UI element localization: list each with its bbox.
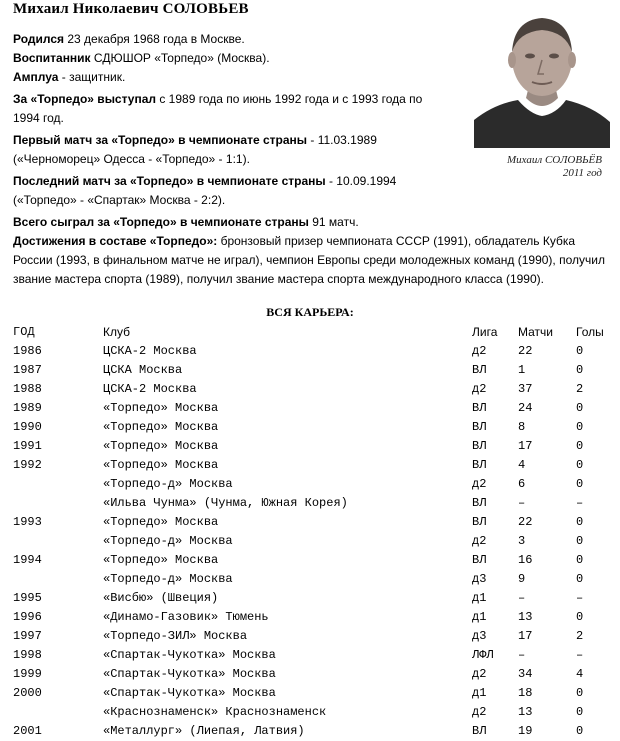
cell-league: ВЛ <box>472 724 487 738</box>
born-label: Родился <box>13 32 65 46</box>
cell-league: д2 <box>472 534 487 548</box>
cell-league: ВЛ <box>472 458 487 472</box>
played-label: За «Торпедо» выступал <box>13 92 157 106</box>
table-row <box>0 361 620 380</box>
header-club: Клуб <box>103 325 130 339</box>
cell-year: 1998 <box>13 648 42 662</box>
player-portrait-image <box>474 2 610 148</box>
cell-matches: 22 <box>518 515 533 529</box>
table-row <box>0 608 620 627</box>
table-row <box>0 627 620 646</box>
first-match-line <box>13 131 468 169</box>
cell-year: 1989 <box>13 401 42 415</box>
table-row <box>0 646 620 665</box>
player-photo <box>474 2 610 148</box>
cell-goals: 0 <box>576 458 584 472</box>
role-value: - защитник. <box>58 70 126 84</box>
table-row <box>0 570 620 589</box>
cell-league: ВЛ <box>472 401 487 415</box>
cell-goals: 0 <box>576 363 584 377</box>
cell-matches: – <box>518 496 526 510</box>
caption-year: 2011 год <box>562 167 602 179</box>
cell-league: д1 <box>472 610 487 624</box>
cell-matches: 16 <box>518 553 533 567</box>
role-label: Амплуа <box>13 70 59 84</box>
cell-club: ЦСКА Москва <box>103 363 183 377</box>
cell-league: ЛФЛ <box>472 648 494 662</box>
cell-league: ВЛ <box>472 363 487 377</box>
cell-year: 1993 <box>13 515 42 529</box>
cell-year: 2000 <box>13 686 42 700</box>
born-line <box>13 30 468 49</box>
cell-league: д2 <box>472 344 487 358</box>
cell-matches: – <box>518 648 526 662</box>
table-row <box>0 589 620 608</box>
last-match-detail: («Торпедо» - «Спартак» Москва - 2:2). <box>13 193 226 207</box>
cell-matches: 17 <box>518 439 533 453</box>
achievements-label: Достижения в составе «Торпедо»: <box>13 234 218 248</box>
cell-goals: 0 <box>576 705 584 719</box>
cell-year: 2001 <box>13 724 42 738</box>
table-row <box>0 380 620 399</box>
achievements <box>13 232 611 289</box>
cell-club: «Динамо-Газовик» Тюмень <box>103 610 269 624</box>
table-row <box>0 532 620 551</box>
table-row <box>0 456 620 475</box>
cell-matches: 19 <box>518 724 533 738</box>
cell-league: ВЛ <box>472 420 487 434</box>
cell-goals: 0 <box>576 401 584 415</box>
cell-matches: 1 <box>518 363 526 377</box>
career-table <box>0 323 620 741</box>
cell-year: 1988 <box>13 382 42 396</box>
cell-goals: – <box>576 648 584 662</box>
cell-club: «Торпедо-д» Москва <box>103 477 233 491</box>
cell-matches: 9 <box>518 572 526 586</box>
table-row <box>0 722 620 741</box>
table-row <box>0 437 620 456</box>
cell-club: «Краснознаменск» Краснознаменск <box>103 705 327 719</box>
cell-goals: 0 <box>576 724 584 738</box>
cell-year: 1991 <box>13 439 42 453</box>
pupil-value: СДЮШОР «Торпедо» (Москва). <box>90 51 270 65</box>
cell-league: д3 <box>472 629 487 643</box>
cell-matches: 24 <box>518 401 533 415</box>
achievements-text: бронзовый призер чемпионата СССР (1991), обладатель Кубка России (1993, в финальном матче не играл), чемпион Европы среди молодежных команд (1990), получил звание мастера спорта (1989), получил звание мастера спорта международного класса (1990). <box>13 234 605 286</box>
table-row <box>0 475 620 494</box>
cell-club: «Висбю» (Швеция) <box>103 591 219 605</box>
cell-club: «Спартак-Чукотка» Москва <box>103 667 276 681</box>
cell-club: «Металлург» (Лиепая, Латвия) <box>103 724 305 738</box>
first-match-detail: («Черноморец» Одесса - «Торпедо» - 1:1). <box>13 152 250 166</box>
cell-year: 1997 <box>13 629 42 643</box>
cell-goals: 0 <box>576 572 584 586</box>
table-row <box>0 703 620 722</box>
last-match-label: Последний матч за «Торпедо» в чемпионате страны <box>13 174 326 188</box>
cell-league: д1 <box>472 591 487 605</box>
cell-goals: 2 <box>576 382 584 396</box>
cell-club: «Торпедо-д» Москва <box>103 534 233 548</box>
cell-goals: 0 <box>576 439 584 453</box>
pupil-label: Воспитанник <box>13 51 91 65</box>
cell-club: ЦСКА-2 Москва <box>103 382 197 396</box>
table-row <box>0 418 620 437</box>
cell-goals: 0 <box>576 477 584 491</box>
table-row <box>0 342 620 361</box>
cell-matches: 3 <box>518 534 526 548</box>
cell-league: ВЛ <box>472 496 487 510</box>
cell-goals: – <box>576 496 584 510</box>
cell-goals: 0 <box>576 610 584 624</box>
cell-goals: 0 <box>576 686 584 700</box>
cell-club: «Торпедо» Москва <box>103 515 219 529</box>
cell-league: ВЛ <box>472 439 487 453</box>
photo-caption <box>474 154 602 180</box>
played-value: с 1989 года по июнь 1992 года и с 1993 года по 1994 год. <box>13 92 423 125</box>
cell-year: 1996 <box>13 610 42 624</box>
cell-matches: 8 <box>518 420 526 434</box>
cell-year: 1992 <box>13 458 42 472</box>
cell-club: «Спартак-Чукотка» Москва <box>103 686 276 700</box>
cell-matches: 13 <box>518 705 533 719</box>
cell-matches: – <box>518 591 526 605</box>
biography <box>13 30 468 232</box>
cell-goals: 0 <box>576 344 584 358</box>
cell-goals: 2 <box>576 629 584 643</box>
career-table-header <box>0 323 620 342</box>
played-line <box>13 90 433 128</box>
cell-league: д2 <box>472 477 487 491</box>
cell-league: д3 <box>472 572 487 586</box>
table-row <box>0 665 620 684</box>
cell-club: «Торпедо» Москва <box>103 553 219 567</box>
cell-goals: 0 <box>576 515 584 529</box>
header-goals: Голы <box>576 325 604 339</box>
header-year: ГОД <box>13 325 35 339</box>
cell-league: ВЛ <box>472 553 487 567</box>
cell-club: «Торпедо-д» Москва <box>103 572 233 586</box>
header-matches: Матчи <box>518 325 553 339</box>
cell-matches: 6 <box>518 477 526 491</box>
table-row <box>0 551 620 570</box>
first-match-date: - 11.03.1989 <box>307 133 377 147</box>
cell-league: д1 <box>472 686 487 700</box>
cell-goals: 4 <box>576 667 584 681</box>
cell-club: «Спартак-Чукотка» Москва <box>103 648 276 662</box>
cell-matches: 34 <box>518 667 533 681</box>
cell-league: ВЛ <box>472 515 487 529</box>
header-league: Лига <box>472 325 498 339</box>
cell-year: 1995 <box>13 591 42 605</box>
table-row <box>0 684 620 703</box>
cell-league: д2 <box>472 705 487 719</box>
cell-matches: 18 <box>518 686 533 700</box>
cell-matches: 22 <box>518 344 533 358</box>
total-label: Всего сыграл за «Торпедо» в чемпионате страны <box>13 215 309 229</box>
cell-club: «Торпедо» Москва <box>103 439 219 453</box>
cell-club: «Ильва Чунма» (Чунма, Южная Корея) <box>103 496 348 510</box>
cell-matches: 4 <box>518 458 526 472</box>
cell-matches: 17 <box>518 629 533 643</box>
caption-name: Михаил СОЛОВЬЁВ <box>507 154 602 166</box>
cell-year: 1999 <box>13 667 42 681</box>
last-match-line <box>13 172 468 210</box>
cell-club: «Торпедо» Москва <box>103 458 219 472</box>
cell-goals: 0 <box>576 553 584 567</box>
cell-goals: 0 <box>576 420 584 434</box>
table-row <box>0 494 620 513</box>
table-row <box>0 513 620 532</box>
role-line <box>13 68 468 87</box>
career-rows <box>0 342 620 741</box>
page-title: Михаил Николаевич СОЛОВЬЕВ <box>13 1 249 17</box>
cell-league: д2 <box>472 382 487 396</box>
last-match-date: - 10.09.1994 <box>325 174 397 188</box>
cell-year: 1987 <box>13 363 42 377</box>
cell-goals: – <box>576 591 584 605</box>
cell-goals: 0 <box>576 534 584 548</box>
cell-club: «Торпедо-ЗИЛ» Москва <box>103 629 248 643</box>
cell-year: 1986 <box>13 344 42 358</box>
cell-matches: 37 <box>518 382 533 396</box>
cell-year: 1990 <box>13 420 42 434</box>
cell-matches: 13 <box>518 610 533 624</box>
cell-club: «Торпедо» Москва <box>103 401 219 415</box>
pupil-line <box>13 49 468 68</box>
born-value: 23 декабря 1968 года в Москве. <box>64 32 245 46</box>
first-match-label: Первый матч за «Торпедо» в чемпионате страны <box>13 133 308 147</box>
cell-year: 1994 <box>13 553 42 567</box>
total-value: 91 матч. <box>308 215 359 229</box>
cell-club: ЦСКА-2 Москва <box>103 344 197 358</box>
cell-league: д2 <box>472 667 487 681</box>
table-row <box>0 399 620 418</box>
cell-club: «Торпедо» Москва <box>103 420 219 434</box>
career-heading: ВСЯ КАРЬЕРА: <box>266 305 354 319</box>
total-line <box>13 213 468 232</box>
